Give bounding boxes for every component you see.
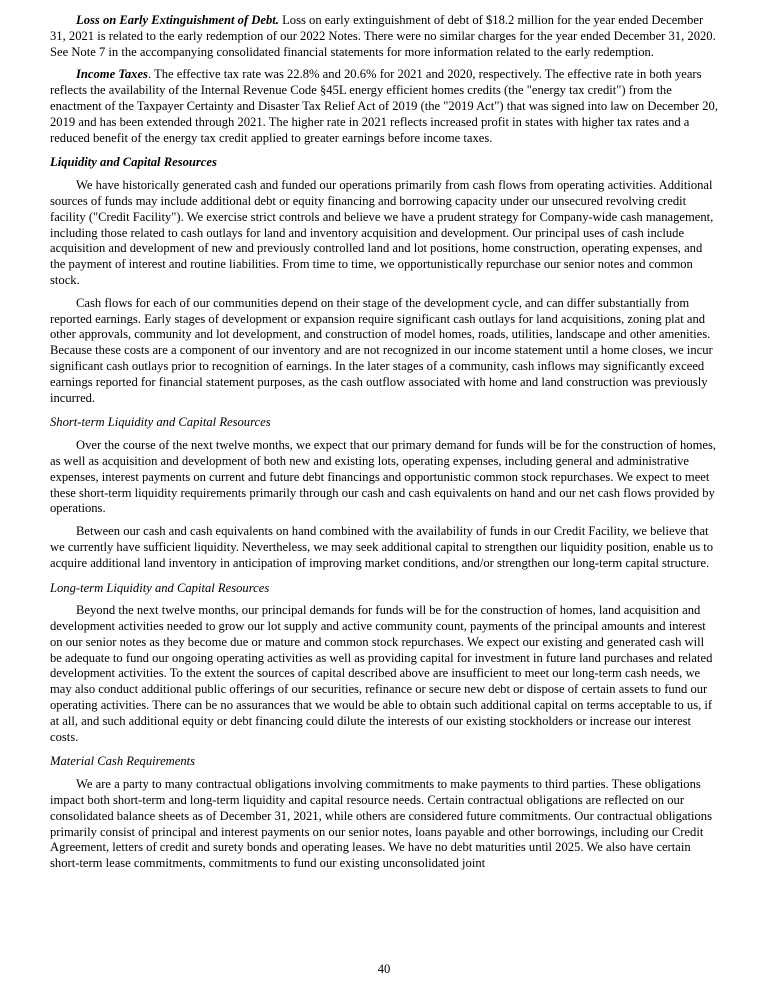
subheading-material-cash-requirements: Material Cash Requirements bbox=[50, 754, 196, 769]
paragraph-lead-in: Income Taxes bbox=[76, 67, 148, 82]
subheading-long-term-liquidity: Long-term Liquidity and Capital Resources bbox=[50, 580, 270, 595]
paragraph-community-cash-flows: Cash flows for each of our communities depend on their stage of the development cycle, and can differ substantially from reported earnings. Early stages of development or expansion require significant cash outlays for land acquisitions, zoning plat and other approvals, community and lot development, and construction of model homes, roads, utilities, landscape and other amenities. Because these costs are a component of our inventory and are not recognized in our income statement until a home closes, we incur significant cash outlays prior to recognition of earnings. In the later stages of a community, cash inflows may significantly exceed earnings reported for financial statement purposes, as the cash outflow associated with home and land construction was previously incurred. bbox=[50, 295, 713, 405]
paragraph-historical-cash-generation: We have historically generated cash and funded our operations primarily from cash flows from operating activities. Additional sources of funds may include additional debt or equity financing and borrowing capacity under our unsecured revolving credit facility ("Credit Facility"). We exercise strict controls and believe we have a prudent strategy for Company-wide cash management, including those related to cash outlays for land and inventory acquisition and development. Our principal uses of cash include acquisition and development of new and previously controlled land and lot positions, home construction, operating expenses, and the payment of interest and routine liabilities. From time to time, we opportunistically repurchase our senior notes and common stock. bbox=[50, 178, 714, 287]
paragraph-loss-on-early-extinguishment bbox=[50, 13, 718, 60]
page-number: 40 bbox=[377, 962, 391, 977]
heading-liquidity-and-capital-resources: Liquidity and Capital Resources bbox=[50, 155, 217, 170]
paragraph-text: Loss on early extinguishment of debt of $18.2 million for the year ended December 31, 2021 is related to the early redemption of our 2022 Notes. There were no similar charges for the year ended December 31, 2020. See Note 7 in the accompanying consolidated financial statements for more information related to the early redemption. bbox=[50, 13, 716, 59]
paragraph-lead-in: Loss on Early Extinguishment of Debt. bbox=[76, 13, 279, 27]
paragraph-income-taxes bbox=[50, 67, 718, 146]
paragraph-sufficient-liquidity: Between our cash and cash equivalents on hand combined with the availability of funds in our Credit Facility, we believe that we currently have sufficient liquidity. Nevertheless, we may seek additional capital to strengthen our liquidity position, enable us to acquire additional land inventory in anticipation of improving market conditions, and/or strengthen our long-term capital structure. bbox=[50, 524, 714, 570]
paragraph-next-twelve-months: Over the course of the next twelve months, we expect that our primary demand for funds will be for the construction of homes, as well as acquisition and development of both new and existing lots, operating expenses, including general and administrative expenses, interest payments on current and future debt financings and opportunistic common stock repurchases. We expect to meet these short-term liquidity requirements primarily through our cash and cash equivalents on hand and our net cash flows provided by operations. bbox=[50, 438, 716, 516]
subheading-short-term-liquidity: Short-term Liquidity and Capital Resources bbox=[50, 415, 271, 430]
paragraph-text: . The effective tax rate was 22.8% and 20.6% for 2021 and 2020, respectively. The effective rate in both years reflects the availability of the Internal Revenue Code §45L energy efficient homes credits (the "energy tax credit") from the enactment of the Taxpayer Certainty and Disaster Tax Relief Act of 2019 (the "2019 Act") that was signed into law on December 20, 2019 and has been extended through 2021. The higher rate in 2021 reflects increased profit in states with higher tax rates and a reduced benefit of the energy tax credit applied to greater earnings before income taxes. bbox=[50, 67, 718, 145]
paragraph-beyond-twelve-months: Beyond the next twelve months, our principal demands for funds will be for the construction of homes, land acquisition and development activities needed to grow our lot supply and active community count, payments of the principal amounts and interest on our senior notes as they become due or mature and common stock repurchases. We expect our existing and generated cash will be adequate to fund our ongoing operating activities as well as providing capital for investment in future land purchases and related development activities. To the extent the sources of capital described above are insufficient to meet our long-term cash needs, we may also conduct additional public offerings of our securities, refinance or secure new debt or dispose of certain assets to fund our operating activities. There can be no assurances that we would be able to obtain such additional capital on terms acceptable to us, if at all, and such additional equity or debt financing could dilute the interests of our existing stockholders or increase our interest costs. bbox=[50, 603, 713, 744]
paragraph-contractual-obligations: We are a party to many contractual obligations involving commitments to make payments to third parties. These obligations impact both short-term and long-term liquidity and capital resource needs. Certain contractual obligations are reflected on our consolidated balance sheets as of December 31, 2021, while others are considered future commitments. Our contractual obligations primarily consist of principal and interest payments on our senior notes, loans payable and other borrowings, including our Credit Agreement, letters of credit and surety bonds and operating leases. We have no debt maturities until 2025. We also have certain short-term lease commitments, commitments to fund our existing unconsolidated joint bbox=[50, 777, 713, 871]
